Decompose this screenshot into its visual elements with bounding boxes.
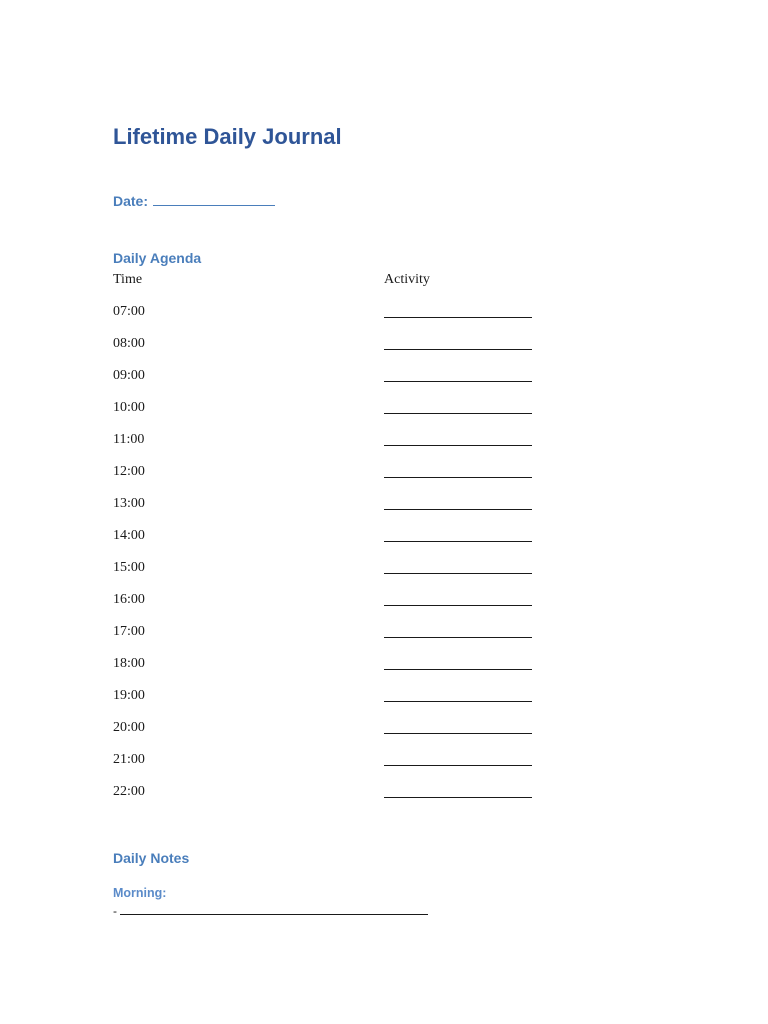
- note-blank-line: [120, 913, 428, 915]
- agenda-time: 17:00: [113, 624, 145, 639]
- page-title: Lifetime Daily Journal: [113, 124, 342, 149]
- activity-blank-line: [384, 733, 532, 734]
- morning-label: Morning:: [113, 886, 167, 900]
- activity-blank-line: [384, 797, 532, 798]
- activity-blank-line: [384, 637, 532, 638]
- agenda-row: [113, 304, 543, 336]
- activity-blank-line: [384, 701, 532, 702]
- activity-blank-line: [384, 765, 532, 766]
- agenda-time: 13:00: [113, 496, 145, 511]
- agenda-time: 14:00: [113, 528, 145, 543]
- activity-blank-line: [384, 445, 532, 446]
- agenda-row: [113, 720, 543, 752]
- agenda-heading: Daily Agenda: [113, 250, 202, 266]
- agenda-row: [113, 400, 543, 432]
- morning-note-line: [113, 904, 428, 918]
- agenda-time: 22:00: [113, 784, 145, 799]
- note-bullet: -: [113, 904, 117, 918]
- activity-blank-line: [384, 573, 532, 574]
- agenda-time: 18:00: [113, 656, 145, 671]
- agenda-row: [113, 336, 543, 368]
- agenda-row: [113, 560, 543, 592]
- agenda-time: 08:00: [113, 336, 145, 351]
- activity-blank-line: [384, 509, 532, 510]
- activity-blank-line: [384, 477, 532, 478]
- activity-blank-line: [384, 349, 532, 350]
- activity-blank-line: [384, 317, 532, 318]
- agenda-row: [113, 496, 543, 528]
- agenda-time: 16:00: [113, 592, 145, 607]
- agenda-row: [113, 592, 543, 624]
- date-label: Date:: [113, 193, 149, 209]
- agenda-time: 21:00: [113, 752, 145, 767]
- agenda-row: [113, 624, 543, 656]
- notes-heading: Daily Notes: [113, 850, 190, 866]
- date-blank-line: [153, 204, 275, 206]
- agenda-row: [113, 528, 543, 560]
- activity-column-header: Activity: [384, 272, 430, 287]
- activity-blank-line: [384, 541, 532, 542]
- agenda-time: 20:00: [113, 720, 145, 735]
- agenda-time: 07:00: [113, 304, 145, 319]
- activity-blank-line: [384, 381, 532, 382]
- activity-blank-line: [384, 605, 532, 606]
- activity-blank-line: [384, 669, 532, 670]
- agenda-row: [113, 688, 543, 720]
- agenda-time: 09:00: [113, 368, 145, 383]
- agenda-row: [113, 432, 543, 464]
- agenda-row: [113, 784, 543, 816]
- agenda-row: [113, 656, 543, 688]
- agenda-time: 12:00: [113, 464, 145, 479]
- activity-blank-line: [384, 413, 532, 414]
- agenda-time: 15:00: [113, 560, 145, 575]
- agenda-row: [113, 368, 543, 400]
- agenda-time: 10:00: [113, 400, 145, 415]
- agenda-table: [113, 304, 543, 816]
- agenda-row: [113, 752, 543, 784]
- agenda-row: [113, 464, 543, 496]
- agenda-time: 11:00: [113, 432, 145, 447]
- date-field: [113, 193, 275, 209]
- time-column-header: Time: [113, 272, 143, 287]
- agenda-time: 19:00: [113, 688, 145, 703]
